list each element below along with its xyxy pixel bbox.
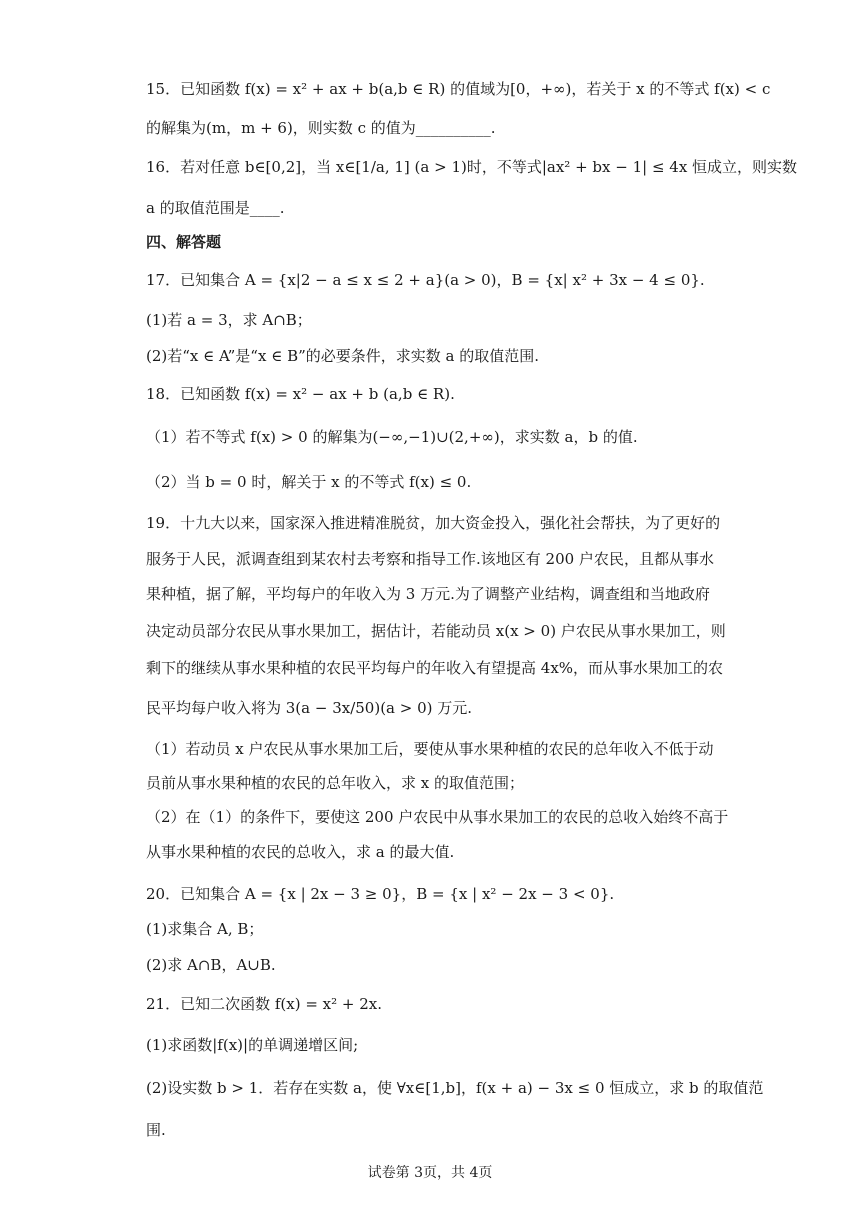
line-5: 17．已知集合 A = {x|2 − a ≤ x ≤ 2 + a}(a > 0)，B = {x| x² + 3x − 4 ≤ 0}. xyxy=(146,271,705,289)
line-23: (2)求 A∩B，A∪B. xyxy=(146,956,276,974)
line-14: 决定动员部分农民从事水果加工，据估计，若能动员 x(x > 0) 户农民从事水果加工，则 xyxy=(146,622,726,640)
line-24: 21．已知二次函数 f(x) = x² + 2x. xyxy=(146,995,383,1013)
page-footer: 试卷第 3页，共 4页 xyxy=(367,1165,493,1181)
line-12: 服务于人民，派调查组到某农村去考察和指导工作.该地区有 200 户农民，且都从事水 xyxy=(146,550,714,568)
line-13: 果种植，据了解，平均每户的年收入为 3 万元.为了调整产业结构，调查组和当地政府 xyxy=(146,585,710,603)
line-19: （2）在（1）的条件下，要使这 200 户农民中从事水果加工的农民的总收入始终不高于 xyxy=(146,808,729,826)
line-20: 从事水果种植的农民的总收入，求 a 的最大值. xyxy=(146,843,455,861)
line-0: 15．已知函数 f(x) = x² + ax + b(a,b ∈ R) 的值域为[0，+∞)，若关于 x 的不等式 f(x) < c xyxy=(146,80,771,98)
line-11: 19．十九大以来，国家深入推进精准脱贫，加大资金投入，强化社会帮扶，为了更好的 xyxy=(146,514,721,532)
line-27: 围. xyxy=(146,1121,166,1139)
line-17: （1）若动员 x 户农民从事水果加工后，要使从事水果种植的农民的总年收入不低于动 xyxy=(146,740,714,758)
line-2: 16．若对任意 b∈[0,2]，当 x∈[1/a, 1] (a > 1)时，不等式|ax² + bx − 1| ≤ 4x 恒成立，则实数 xyxy=(146,158,798,176)
line-22: (1)求集合 A, B； xyxy=(146,920,264,938)
line-26: (2)设实数 b > 1．若存在实数 a，使 ∀x∈[1,b]，f(x + a) − 3x ≤ 0 恒成立，求 b 的取值范 xyxy=(146,1079,764,1097)
line-21: 20．已知集合 A = {x | 2x − 3 ≥ 0}，B = {x | x² − 2x − 3 < 0}. xyxy=(146,885,615,903)
line-9: （1）若不等式 f(x) > 0 的解集为(−∞,−1)∪(2,+∞)，求实数 a，b 的值. xyxy=(146,428,638,446)
line-3: a 的取值范围是____. xyxy=(146,199,285,217)
line-16: 民平均每户收入将为 3(a − 3x/50)(a > 0) 万元. xyxy=(146,699,473,717)
line-1: 的解集为(m，m + 6)，则实数 c 的值为__________. xyxy=(146,119,496,137)
line-15: 剩下的继续从事水果种植的农民平均每户的年收入有望提高 4x%，而从事水果加工的农 xyxy=(146,659,724,677)
line-18: 员前从事水果种植的农民的总年收入，求 x 的取值范围； xyxy=(146,774,524,792)
line-10: （2）当 b = 0 时，解关于 x 的不等式 f(x) ≤ 0. xyxy=(146,473,472,491)
line-8: 18．已知函数 f(x) = x² − ax + b (a,b ∈ R). xyxy=(146,385,455,403)
line-25: (1)求函数|f(x)|的单调递增区间; xyxy=(146,1036,359,1054)
line-7: (2)若“x ∈ A”是“x ∈ B”的必要条件，求实数 a 的取值范围. xyxy=(146,347,540,365)
line-6: (1)若 a = 3，求 A∩B； xyxy=(146,311,312,329)
section-heading: 四、解答题 xyxy=(146,233,222,251)
